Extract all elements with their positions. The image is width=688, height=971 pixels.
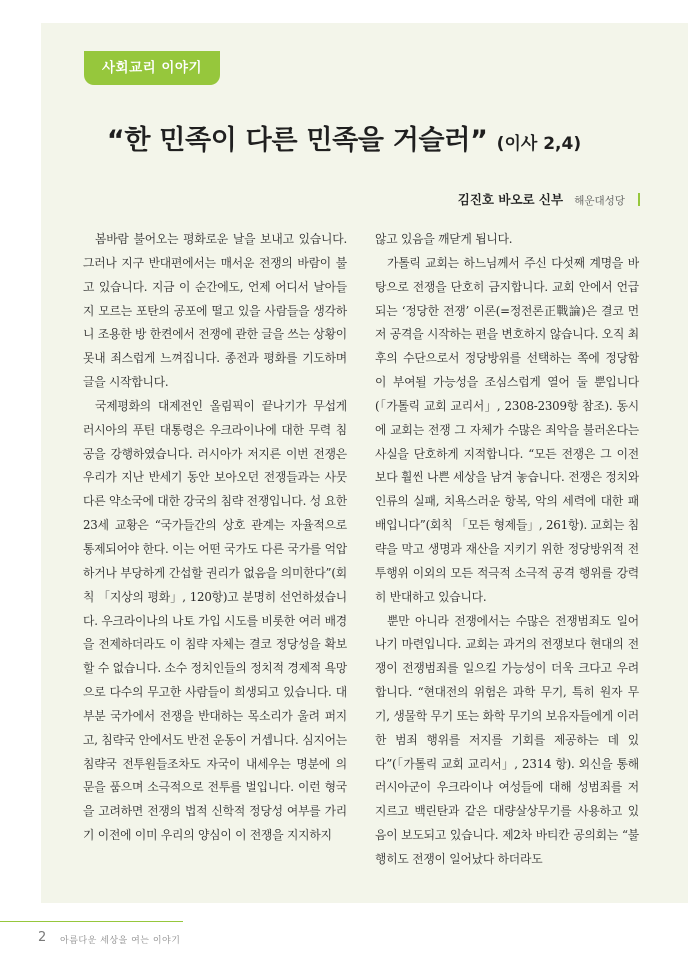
paragraph: 국제평화의 대제전인 올림픽이 끝나기가 무섭게 러시아의 푸틴 대통령은 우크라이나에 대한 무력 침공을 강행하였습니다. 러시아가 저지른 이번 전쟁은 우리가 지난 반세기 동안 보아오던 전쟁들과는 사뭇 다른 약소국에 대한 강국의 침략 전쟁입니다. 성 요한 23세 교황은 “국가들간의 상호 관계는 자율적으로 통제되어야 한다. 이는 어떤 국가도 다른 국가를 억압하거나 부당하게 간섭할 권리가 없음을 의미한다”(회칙 「지상의 평화」, 120항)고 분명히 선언하셨습니다. 우크라이나의 나토 가입 시도를 비롯한 여러 배경을 전제하더라도 이 침략 자체는 결코 정당성을 확보할 수 없습니다. 소수 정치인들의 정치적 경제적 욕망으로 다수의 무고한 사람들이 희생되고 있습니다. 대부분 국가에서 전쟁을 반대하는 목소리가 울려 퍼지고, 침략국 안에서도 반전 운동이 거셉니다. 심지어는 침략국 전투원들조차도 자국이 내세우는 명분에 의문을 품으며 소극적으로 전투를 벌입니다. 이런 형국을 고려하면 전쟁의 법적 신학적 정당성 여부를 가리기 이전에 이미 우리의 양심이 이 전쟁을 지지하지: [83, 398, 347, 843]
right-column: [375, 228, 639, 872]
footer-rule: [0, 921, 183, 922]
author-parish: 해운대성당: [574, 195, 625, 207]
paragraph: 봄바람 불어오는 평화로운 날을 보내고 있습니다. 그러나 지구 반대편에서는 매서운 전쟁의 바람이 불고 있습니다. 지금 이 순간에도, 언제 어디서 날아들지 모르는 포탄의 공포에 떨고 있을 사람들을 생각하니 조용한 방 한켠에서 전쟁에 관한 글을 쓰는 상황이 못내 죄스럽게 느껴집니다. 종전과 평화를 기도하며 글을 시작합니다.: [83, 232, 347, 390]
page-number: 2: [38, 930, 47, 945]
title-scripture-ref: (이사 2,4): [496, 134, 582, 154]
title-main: “한 민족이 다른 민족을 거슬러”: [106, 125, 488, 156]
paragraph: 않고 있음을 깨닫게 됩니다.: [375, 232, 513, 246]
section-tag: 사회교리 이야기: [84, 51, 220, 85]
byline: [458, 189, 640, 208]
paragraph: 뿐만 아니라 전쟁에서는 수많은 전쟁범죄도 일어나기 마련입니다. 교회는 과거의 전쟁보다 현대의 전쟁이 전쟁범죄를 일으킬 가능성이 더욱 크다고 우려합니다. “현대전의 위험은 과학 무기, 특히 원자 무기, 생물학 무기 또는 화학 무기의 보유자들에게 이러한 범죄 행위를 저지를 기회를 제공하는 데 있다”(「가톨릭 교회 교리서」, 2314 항). 외신을 통해 러시아군이 우크라이나 여성들에 대해 성범죄를 저지르고 백린탄과 같은 대량살상무기를 사용하고 있음이 보도되고 있습니다. 제2차 바티칸 공의회는 “불행히도 전쟁이 일어났다 하더라도: [375, 613, 639, 866]
byline-divider: [638, 193, 640, 206]
magazine-title: 아름다운 세상을 여는 이야기: [60, 936, 181, 946]
author-name: 김진호 바오로 신부: [457, 192, 564, 207]
article-title: [0, 118, 688, 157]
left-column: [83, 228, 347, 848]
paragraph: 가톨릭 교회는 하느님께서 주신 다섯째 계명을 바탕으로 전쟁을 단호히 금지합니다. 교회 안에서 언급되는 ‘정당한 전쟁’ 이론(=정전론正戰論)은 결코 먼저 공격을 시작하는 편을 변호하지 않습니다. 오직 최후의 수단으로서 정당방위를 선택하는 쪽에 정당함이 부여될 가능성을 조심스럽게 열어 둘 뿐입니다(「가톨릭 교회 교리서」, 2308-2309항 참조). 동시에 교회는 전쟁 그 자체가 수많은 죄악을 불러온다는 사실을 단호하게 지적합니다. “모든 전쟁은 그 이전보다 훨씬 나쁜 세상을 남겨 놓습니다. 전쟁은 정치와 인류의 실패, 치욕스러운 항복, 악의 세력에 대한 패배입니다”(회칙 「모든 형제들」, 261항). 교회는 침략을 막고 생명과 재산을 지키기 위한 정당방위적 전투행위 이외의 모든 적극적 소극적 공격 행위를 강력히 반대하고 있습니다.: [375, 255, 639, 604]
